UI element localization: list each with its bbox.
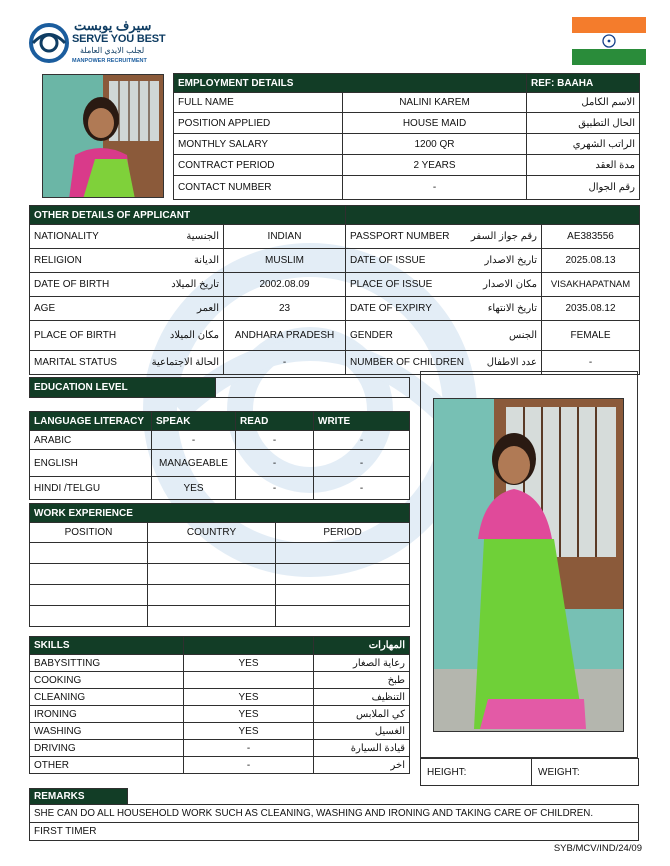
- work-experience-table: [29, 503, 410, 627]
- english-write: -: [314, 450, 410, 477]
- value-marital-status: -: [224, 351, 346, 375]
- remarks-note: FIRST TIMER: [30, 823, 639, 841]
- label-full-name: FULL NAME: [174, 93, 343, 113]
- logo-name: SERVE YOU BEST: [72, 33, 166, 45]
- skill-cleaning: CLEANING: [30, 689, 184, 706]
- hindi-read: -: [236, 477, 314, 500]
- arabic-read: -: [236, 431, 314, 450]
- height-label: HEIGHT:: [421, 759, 532, 786]
- label-religion-ar: الديانة: [193, 255, 219, 266]
- skill-ironing-value: YES: [184, 706, 314, 723]
- value-place-of-birth: ANDHARA PRADESH: [224, 321, 346, 351]
- value-contact-number: -: [343, 176, 527, 200]
- english-speak: MANAGEABLE: [152, 450, 236, 477]
- value-full-name: NALINI KAREM: [343, 93, 527, 113]
- applicant-photo-small: [42, 74, 164, 198]
- value-date-of-birth: 2002.08.09: [224, 273, 346, 297]
- label-monthly-salary-ar: الراتب الشهري: [527, 134, 640, 155]
- skill-cooking: COOKING: [30, 672, 184, 689]
- skill-other-value: -: [184, 757, 314, 774]
- value-number-of-children: -: [542, 351, 640, 375]
- skill-ironing-ar: كي الملابس: [314, 706, 410, 723]
- remarks-header: REMARKS: [30, 789, 128, 805]
- label-age-ar: العمر: [197, 303, 219, 314]
- skill-washing-ar: الغسيل: [314, 723, 410, 740]
- value-contract-period: 2 YEARS: [343, 155, 527, 176]
- height-weight-table: [420, 758, 639, 786]
- hindi-speak: YES: [152, 477, 236, 500]
- label-age: AGE: [34, 303, 56, 314]
- weight-label: WEIGHT:: [532, 759, 639, 786]
- skills-table: [29, 636, 410, 774]
- value-monthly-salary: 1200 QR: [343, 134, 527, 155]
- arabic-write: -: [314, 431, 410, 450]
- label-place-of-birth-ar: مكان الميلاد: [169, 330, 219, 341]
- label-place-of-birth: PLACE OF BIRTH: [34, 330, 117, 341]
- write-header: WRITE: [314, 412, 410, 431]
- skill-washing: WASHING: [30, 723, 184, 740]
- remarks-text: SHE CAN DO ALL HOUSEHOLD WORK SUCH AS CLEANING, WASHING AND IRONING AND TAKING CARE OF CHILDREN.: [30, 805, 639, 823]
- arabic-speak: -: [152, 431, 236, 450]
- value-date-of-issue: 2025.08.13: [542, 249, 640, 273]
- english-read: -: [236, 450, 314, 477]
- label-place-of-issue: PLACE OF ISSUE: [350, 279, 433, 290]
- value-religion: MUSLIM: [224, 249, 346, 273]
- employment-header: EMPLOYMENT DETAILS: [174, 74, 527, 93]
- label-contact-number: CONTACT NUMBER: [174, 176, 343, 200]
- label-marital-status-ar: الحالة الاجتماعية: [151, 357, 219, 368]
- label-contract-period: CONTRACT PERIOD: [174, 155, 343, 176]
- work-experience-header: WORK EXPERIENCE: [30, 504, 410, 523]
- india-flag: [572, 17, 646, 65]
- other-details-table: [29, 205, 640, 375]
- value-date-of-expiry: 2035.08.12: [542, 297, 640, 321]
- label-date-of-issue: DATE OF ISSUE: [350, 255, 426, 266]
- skill-washing-value: YES: [184, 723, 314, 740]
- remarks-table: [29, 788, 639, 841]
- logo-arabic: سيرف يوبست: [74, 18, 152, 33]
- label-place-of-issue-ar: مكان الاصدار: [483, 279, 538, 290]
- other-details-header: OTHER DETAILS OF APPLICANT: [30, 206, 346, 225]
- table-row: [30, 564, 410, 585]
- label-passport-number-ar: رقم جواز السفر: [470, 231, 538, 242]
- education-value: [216, 378, 410, 398]
- skill-babysitting-ar: رعاية الصغار: [314, 655, 410, 672]
- label-passport-number: PASSPORT NUMBER: [350, 231, 450, 242]
- language-arabic: ARABIC: [30, 431, 152, 450]
- company-logo: [28, 18, 168, 68]
- period-column: PERIOD: [276, 523, 410, 543]
- language-literacy-table: [29, 411, 410, 500]
- other-details-header-right: [346, 206, 640, 225]
- label-position-applied: POSITION APPLIED: [174, 113, 343, 134]
- label-contact-number-ar: رقم الجوال: [527, 176, 640, 200]
- logo-sub: MANPOWER RECRUITMENT: [72, 58, 147, 64]
- skill-ironing: IRONING: [30, 706, 184, 723]
- skills-header: SKILLS: [30, 637, 184, 655]
- table-row: [30, 543, 410, 564]
- applicant-photo-large: [433, 398, 624, 732]
- document-code: SYB/MCV/IND/24/09: [553, 843, 642, 854]
- label-nationality-ar: الجنسية: [186, 231, 219, 242]
- skill-other-ar: اخر: [314, 757, 410, 774]
- label-number-of-children: NUMBER OF CHILDREN: [350, 357, 464, 368]
- skill-driving-value: -: [184, 740, 314, 757]
- value-gender: FEMALE: [542, 321, 640, 351]
- speak-header: SPEAK: [152, 412, 236, 431]
- logo-arabic-sub: لجلب الايدي العاملة: [80, 46, 145, 55]
- label-contract-period-ar: مدة العقد: [527, 155, 640, 176]
- label-religion: RELIGION: [34, 255, 82, 266]
- logo-emblem-icon: [28, 20, 70, 66]
- hindi-write: -: [314, 477, 410, 500]
- label-date-of-expiry: DATE OF EXPIRY: [350, 303, 432, 314]
- skills-header-ar: المهارات: [314, 637, 410, 655]
- read-header: READ: [236, 412, 314, 431]
- value-nationality: INDIAN: [224, 225, 346, 249]
- skill-other: OTHER: [30, 757, 184, 774]
- skill-cooking-ar: طبخ: [314, 672, 410, 689]
- label-full-name-ar: الاسم الكامل: [527, 93, 640, 113]
- reference-code: REF: BAAHA: [527, 74, 640, 93]
- label-marital-status: MARITAL STATUS: [34, 357, 117, 368]
- label-date-of-expiry-ar: تاريخ الانتهاء: [487, 303, 538, 314]
- language-header: LANGUAGE LITERACY: [30, 412, 152, 431]
- value-passport-number: AE383556: [542, 225, 640, 249]
- employment-details-table: [173, 73, 640, 200]
- value-place-of-issue: VISAKHAPATNAM: [542, 273, 640, 297]
- skill-driving: DRIVING: [30, 740, 184, 757]
- skill-cooking-value: [184, 672, 314, 689]
- label-date-of-issue-ar: تاريخ الاصدار: [484, 255, 538, 266]
- label-date-of-birth-ar: تاريخ الميلاد: [171, 279, 219, 290]
- skill-cleaning-ar: التنظيف: [314, 689, 410, 706]
- label-number-of-children-ar: عدد الاطفال: [486, 357, 538, 368]
- skill-babysitting: BABYSITTING: [30, 655, 184, 672]
- table-row: [30, 606, 410, 627]
- skill-cleaning-value: YES: [184, 689, 314, 706]
- label-nationality: NATIONALITY: [34, 231, 99, 242]
- ashoka-chakra-icon: [602, 34, 616, 48]
- position-column: POSITION: [30, 523, 148, 543]
- education-level-table: [29, 377, 410, 398]
- education-header: EDUCATION LEVEL: [30, 378, 216, 398]
- value-age: 23: [224, 297, 346, 321]
- table-row: [30, 585, 410, 606]
- skills-header-mid: [184, 637, 314, 655]
- skill-driving-ar: قيادة السيارة: [314, 740, 410, 757]
- label-gender-ar: الجنس: [508, 330, 538, 341]
- label-date-of-birth: DATE OF BIRTH: [34, 279, 110, 290]
- skill-babysitting-value: YES: [184, 655, 314, 672]
- country-column: COUNTRY: [148, 523, 276, 543]
- label-position-applied-ar: الحال التطبيق: [527, 113, 640, 134]
- language-english: ENGLISH: [30, 450, 152, 477]
- value-position-applied: HOUSE MAID: [343, 113, 527, 134]
- label-gender: GENDER: [350, 330, 393, 341]
- label-monthly-salary: MONTHLY SALARY: [174, 134, 343, 155]
- language-hindi-telugu: HINDI /TELGU: [30, 477, 152, 500]
